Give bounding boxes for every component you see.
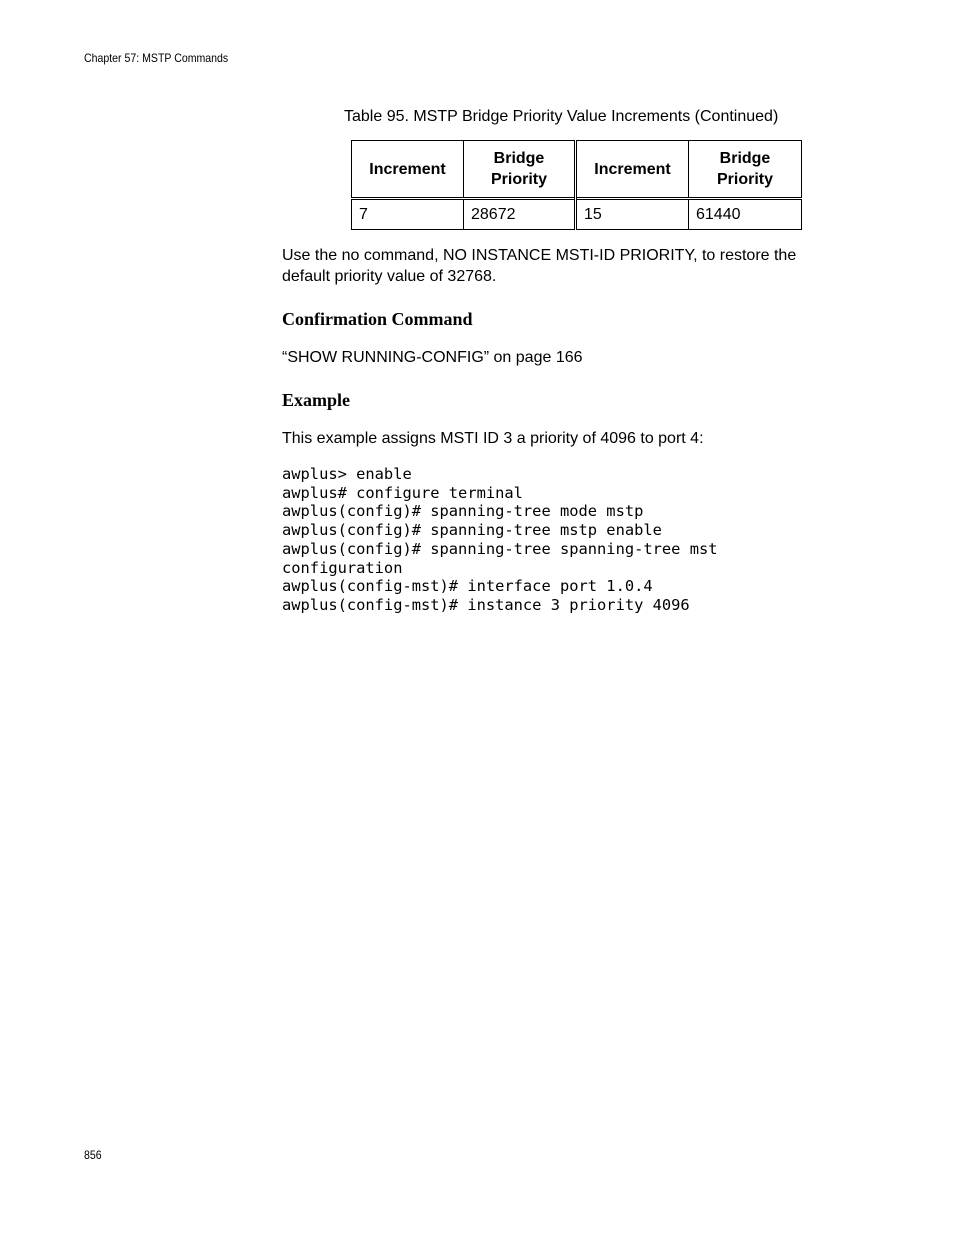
example-heading: Example [282, 390, 351, 410]
code-line: awplus(config-mst)# interface port 1.0.4 [282, 577, 653, 596]
code-line: awplus(config)# spanning-tree mode mstp [282, 502, 644, 521]
no-command-paragraph: Use the no command, NO INSTANCE MSTI-ID PRIORITY, to restore the default priority value of 32768. [282, 247, 797, 285]
table-cell: 28672 [464, 199, 576, 230]
code-line: awplus(config)# spanning-tree spanning-tree mst [282, 539, 718, 558]
code-line: configuration [282, 558, 403, 577]
priority-table [351, 140, 801, 230]
column-header-bridge-priority-2: Bridge Priority [689, 141, 802, 199]
page-number: 856 [84, 1148, 102, 1162]
table-header-row [352, 141, 802, 199]
column-header-increment-2: Increment [576, 141, 689, 199]
code-example [282, 465, 718, 615]
code-line: awplus(config)# spanning-tree mstp enable [282, 521, 662, 540]
confirmation-command-reference[interactable]: “SHOW RUNNING-CONFIG” on page 166 [282, 349, 583, 366]
example-intro: This example assigns MSTI ID 3 a priority of 4096 to port 4: [282, 430, 704, 447]
table-row [352, 199, 802, 230]
table-caption: Table 95. MSTP Bridge Priority Value Increments (Continued) [344, 108, 779, 125]
code-line: awplus> enable [282, 465, 412, 483]
column-header-bridge-priority: Bridge Priority [464, 141, 576, 199]
table-cell: 7 [352, 199, 464, 230]
confirmation-command-heading: Confirmation Command [282, 309, 473, 329]
code-line: awplus(config-mst)# instance 3 priority 4096 [282, 595, 690, 614]
table-cell: 15 [576, 199, 689, 230]
table-cell: 61440 [689, 199, 802, 230]
code-line: awplus# configure terminal [282, 483, 523, 502]
column-header-increment: Increment [352, 141, 464, 199]
running-header: Chapter 57: MSTP Commands [84, 51, 229, 65]
